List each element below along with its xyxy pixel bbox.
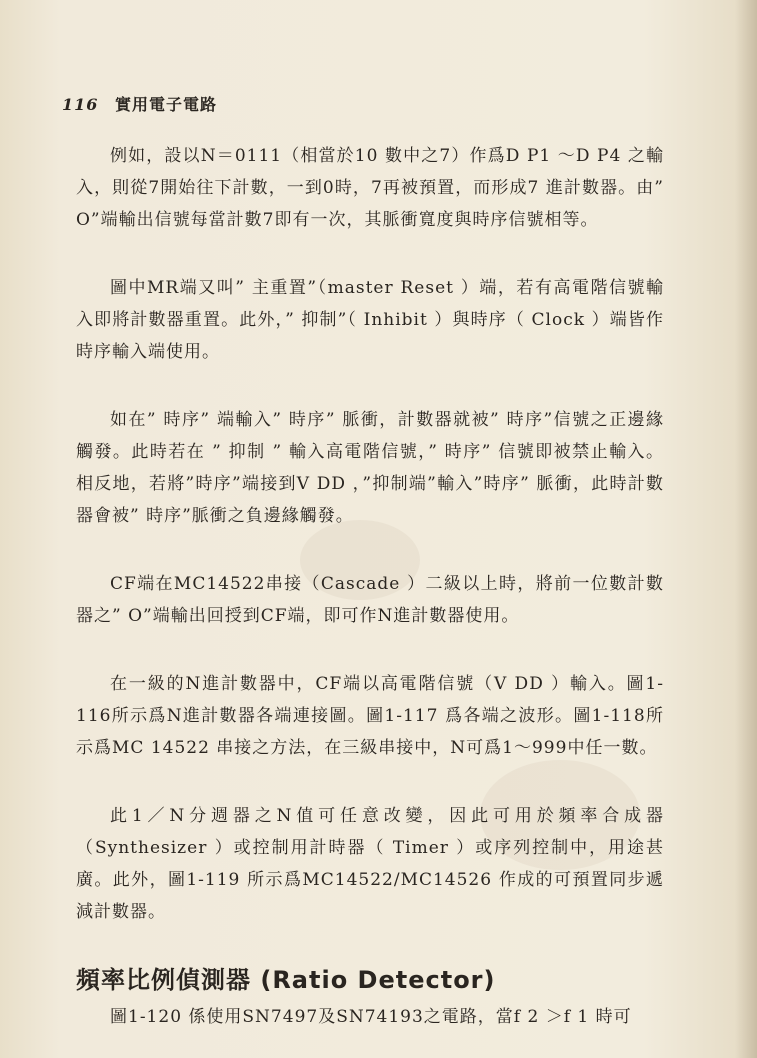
paragraph: 例如，設以N＝0111（相當於10 數中之7）作爲D P1 ～D P4 之輸入，則從7開始往下計數，一到0時，7再被預置，而形成7 進計數器。由” O”端輸出信號每當計數7即有一次，其脈衝寬度與時序信號相等。 [76,146,664,230]
paragraph: 圖中MR端又叫” 主重置”（master Reset ）端，若有高電階信號輸入即將計數器重置。此外，” 抑制”（ Inhibit ）與時序（ Clock ）端皆作時序輸入端使用。 [76,278,664,362]
page-spine-shadow [735,0,757,1058]
paragraph: 如在” 時序” 端輸入” 時序” 脈衝，計數器就被” 時序”信號之正邊緣觸發。此時若在 ” 抑制 ” 輸入高電階信號，” 時序” 信號即被禁止輸入。相反地，若將”時序”端接到V DD ，”抑制端”輸入”時序” 脈衝，此時計數器會被” 時序”脈衝之負邊緣觸發。 [76,410,664,526]
section-heading: 頻率比例偵測器 (Ratio Detector) [76,966,496,994]
running-header [62,92,217,115]
paragraph: 在一級的N進計數器中，CF端以高電階信號（V DD ）輸入。圖1-116所示爲N進計數器各端連接圖。圖1-117 爲各端之波形。圖1-118所示爲MC 14522 串接之方法，在三級串接中，N可爲1～999中任一數。 [76,674,664,758]
paragraph: 此1／N分週器之N值可任意改變，因此可用於頻率合成器（Synthesizer ）或控制用計時器（ Timer ）或序列控制中，用途甚廣。此外，圖1-119 所示爲MC14522/MC14526 作成的可預置同步遞減計數器。 [76,806,664,922]
paragraph: 圖1-120 係使用SN7497及SN74193之電路，當f 2 ＞f 1 時可 [110,1007,632,1027]
paragraph: CF端在MC14522串接（Cascade ）二級以上時，將前一位數計數器之” O”端輸出回授到CF端，即可作N進計數器使用。 [76,574,664,626]
page-number: 116 [62,95,99,114]
book-title: 實用電子電路 [114,95,217,114]
body-text [76,140,664,1033]
